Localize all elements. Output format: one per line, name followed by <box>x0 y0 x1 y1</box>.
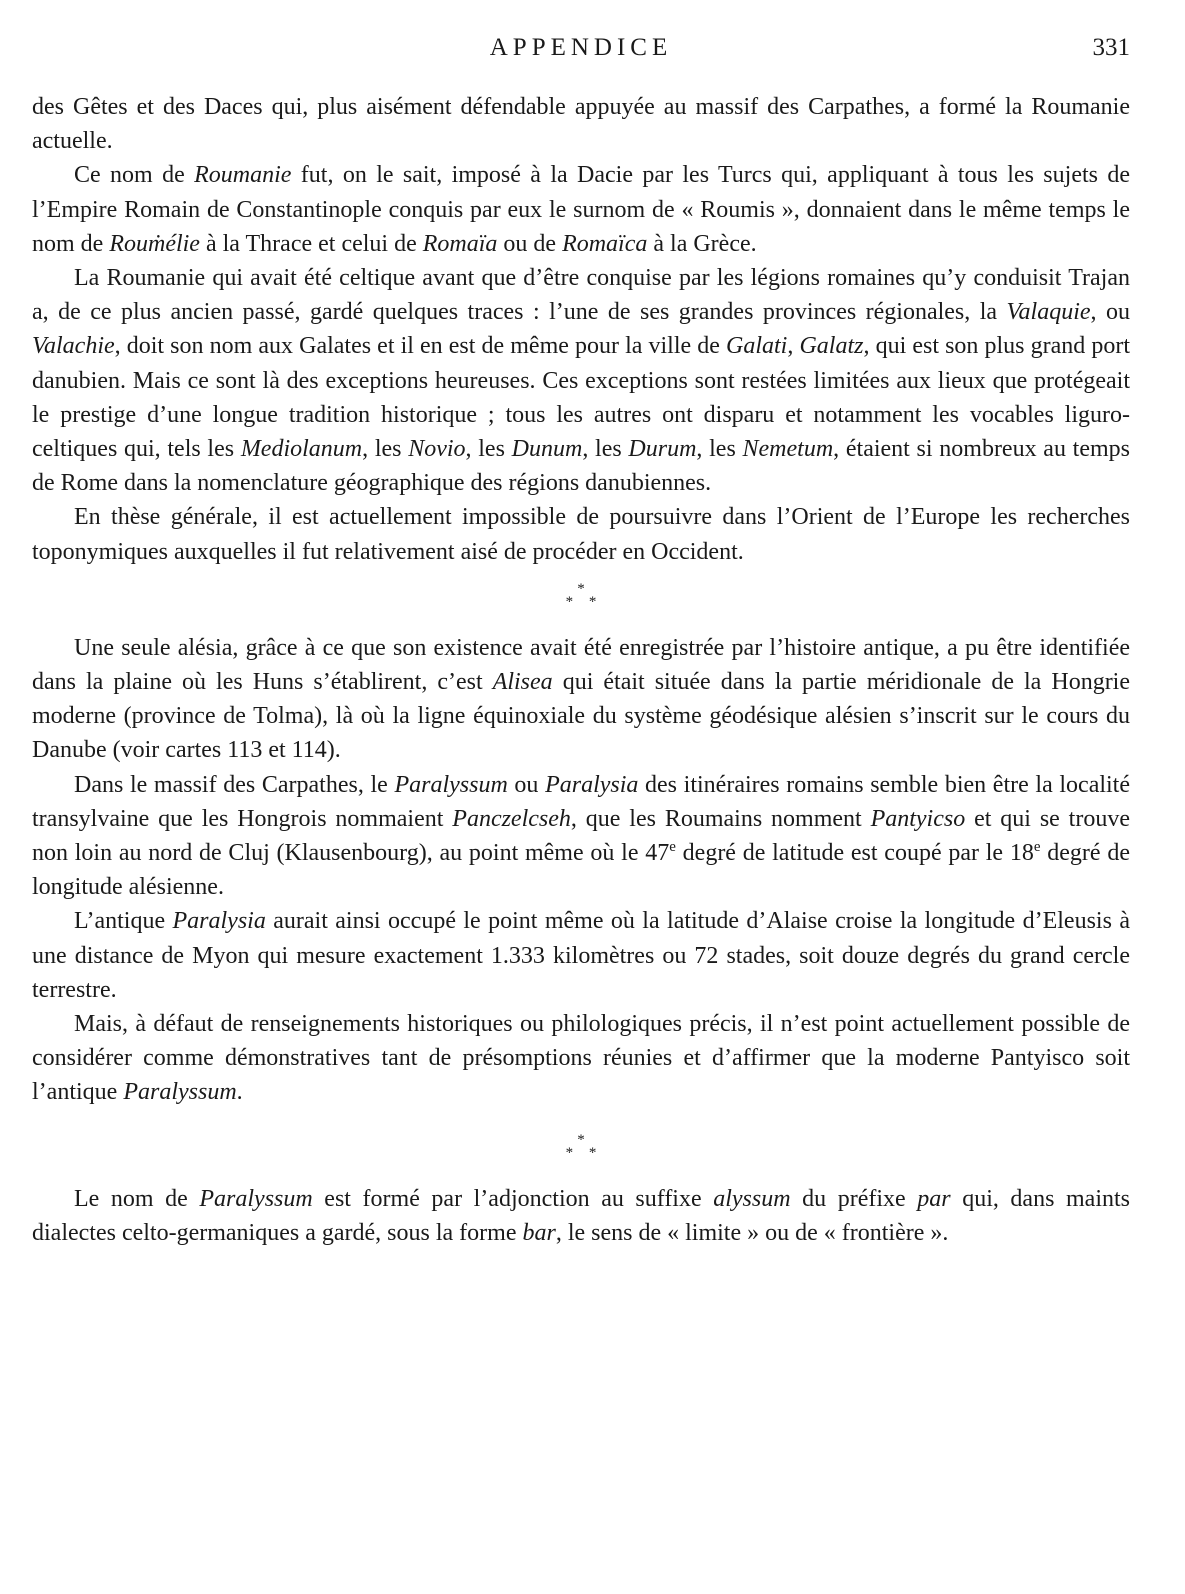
text-run: L’antique <box>74 908 173 935</box>
italic-term: Panczelcseh <box>452 805 571 832</box>
paragraph-2 <box>32 158 1130 261</box>
italic-term: Durum <box>628 436 697 463</box>
italic-term: bar <box>522 1219 556 1246</box>
italic-term: Galatz <box>799 333 864 360</box>
text-run: Mais, à défaut de renseignements historiques ou philologiques précis, il n’est point actuellement possible de considérer comme démonstratives tant de présomptions réunies et d’affirmer que la moderne Pantyisco soit l’antique <box>32 1011 1130 1106</box>
italic-term: Dunum <box>511 436 583 463</box>
italic-term: Paralyssum <box>394 771 508 798</box>
text-run: Une seule alésia, grâce à ce que son existence avait été enregistrée par l’histoire antique, a pu être identifiée dans la plaine où les Huns s’établirent, c’est <box>32 634 1130 696</box>
italic-term: Novio <box>408 436 466 463</box>
text-run: ou de <box>497 230 563 257</box>
italic-term: Nemetum <box>742 436 834 463</box>
text-run: des Gêtes et des Daces qui, plus aisément défendable appuyée au massif des Carpathes, a formé la Roumanie actuelle. <box>32 94 1130 155</box>
paragraph-1 <box>32 90 1130 158</box>
paragraph-7 <box>32 904 1130 1007</box>
text-run: fut, on le sait, imposé à la Dacie par les Turcs qui, appliquant à tous les sujets de l’Empire Romain de Constantinople conquis par eux le surnom de « Roumis », donnaient dans le même temps le nom de <box>32 162 1131 257</box>
text-run: à la Thrace et celui de <box>199 230 423 257</box>
superscript: e <box>669 839 676 856</box>
text-run: , doit son nom aux Galates et il en est de même pour la ville de <box>114 333 726 360</box>
italic-term: Pantyicso <box>870 805 966 832</box>
asterism-top: * <box>577 1131 585 1148</box>
text-run: Dans le massif des Carpathes, le <box>74 771 395 798</box>
text-run: Le nom de <box>74 1185 200 1212</box>
italic-term: Valachie <box>32 333 115 360</box>
asterism-bottom: * * <box>565 1144 603 1161</box>
text-run: , les <box>696 436 743 463</box>
paragraph-6 <box>32 768 1130 905</box>
text-run: , étaient si nombreux au temps de Rome dans la nomenclature géographique des régions danubiennes. <box>32 436 1130 497</box>
paragraph-5 <box>32 631 1130 768</box>
italic-term: par <box>917 1185 951 1212</box>
italic-term: Alisea <box>492 669 553 696</box>
italic-term: Mediolanum <box>240 436 363 463</box>
text-run: , les <box>582 436 629 463</box>
text-run: . <box>236 1079 243 1106</box>
text-run: qui était située dans la partie méridionale de la Hongrie moderne (province de Tolma), là où la ligne équinoxiale du système géodésique alésien s’inscrit sur le cours du Danube (voir cartes 113 et 114). <box>32 669 1131 764</box>
text-run: La Roumanie qui avait été celtique avant que d’être conquise par les légions romaines qu’y conduisit Trajan a, de ce plus ancien passé, gardé quelques traces : l’une de ses grandes provinces régionales, la <box>32 265 1130 326</box>
italic-term: Romaïca <box>562 230 648 257</box>
text-run: , les <box>362 436 409 463</box>
text-run: et qui se trouve non loin au nord de Cluj (Klausenbourg), au point même où le 47 <box>32 805 1130 867</box>
text-run: à la Grèce. <box>647 230 757 257</box>
asterism-top: * <box>577 580 585 597</box>
text-run: est formé par l’adjonction au suffixe <box>312 1185 714 1212</box>
italic-term: Paralysia <box>172 908 266 935</box>
italic-term: Paralysia <box>545 771 639 798</box>
paragraph-4 <box>32 500 1130 568</box>
text-run: aurait ainsi occupé le point même où la latitude d’Alaise croise la longitude d’Eleusis à une distance de Myon qui mesure exactement 1.333 kilomètres ou 72 stades, soit douze degrés du grand cercle terrestre. <box>32 908 1130 1003</box>
italic-term: Roumanie <box>194 162 292 189</box>
text-run: , ou <box>1090 299 1130 326</box>
text-run: du préfixe <box>790 1185 918 1212</box>
italic-term: Romaïa <box>422 230 498 257</box>
text-run: Ce nom de <box>74 162 195 189</box>
italic-term: Paralyssum <box>199 1185 313 1212</box>
text-run: des itinéraires romains semble bien être la localité transylvaine que les Hongrois nommaient <box>32 771 1130 832</box>
text-run: qui, dans maints dialectes celto-germaniques a gardé, sous la forme <box>32 1185 1130 1246</box>
text-run: ou <box>507 771 546 798</box>
paragraph-8 <box>32 1007 1130 1110</box>
section-separator <box>32 1110 1130 1182</box>
text-run: , que les Roumains nomment <box>570 805 871 832</box>
page-body <box>32 90 1130 1250</box>
text-run: , <box>787 333 800 360</box>
paragraph-9 <box>32 1182 1130 1250</box>
italic-term: Paralyssum <box>123 1079 237 1106</box>
italic-term: Galati <box>726 333 788 360</box>
text-run: , les <box>465 436 512 463</box>
section-separator <box>32 569 1130 631</box>
italic-term: alyssum <box>713 1185 791 1212</box>
text-run: , le sens de « limite » ou de « frontière ». <box>555 1219 949 1246</box>
italic-term: Valaquie <box>1006 299 1091 326</box>
italic-term: Rouṁélie <box>109 230 200 257</box>
page-number: 331 <box>1092 34 1130 61</box>
paragraph-3 <box>32 261 1130 500</box>
text-run: degré de latitude est coupé par le 18 <box>675 840 1034 867</box>
text-run: degré de longitude alésienne. <box>32 840 1130 901</box>
running-title: APPENDICE <box>489 34 673 61</box>
text-run: , qui est son plus grand port danubien. Mais ce sont là des exceptions heureuses. Ces exceptions sont restées limitées aux lieux que protégeait le prestige d’une longue tradition historique ; tous les autres ont disparu et notamment les vocables liguro-celtiques qui, tels les <box>32 333 1131 463</box>
text-run: En thèse générale, il est actuellement impossible de poursuivre dans l’Orient de l’Europe les recherches toponymiques auxquelles il fut relativement aisé de procéder en Occident. <box>32 504 1130 565</box>
page-header <box>32 34 1130 70</box>
superscript: e <box>1033 839 1041 856</box>
asterism-bottom: * * <box>565 593 603 610</box>
